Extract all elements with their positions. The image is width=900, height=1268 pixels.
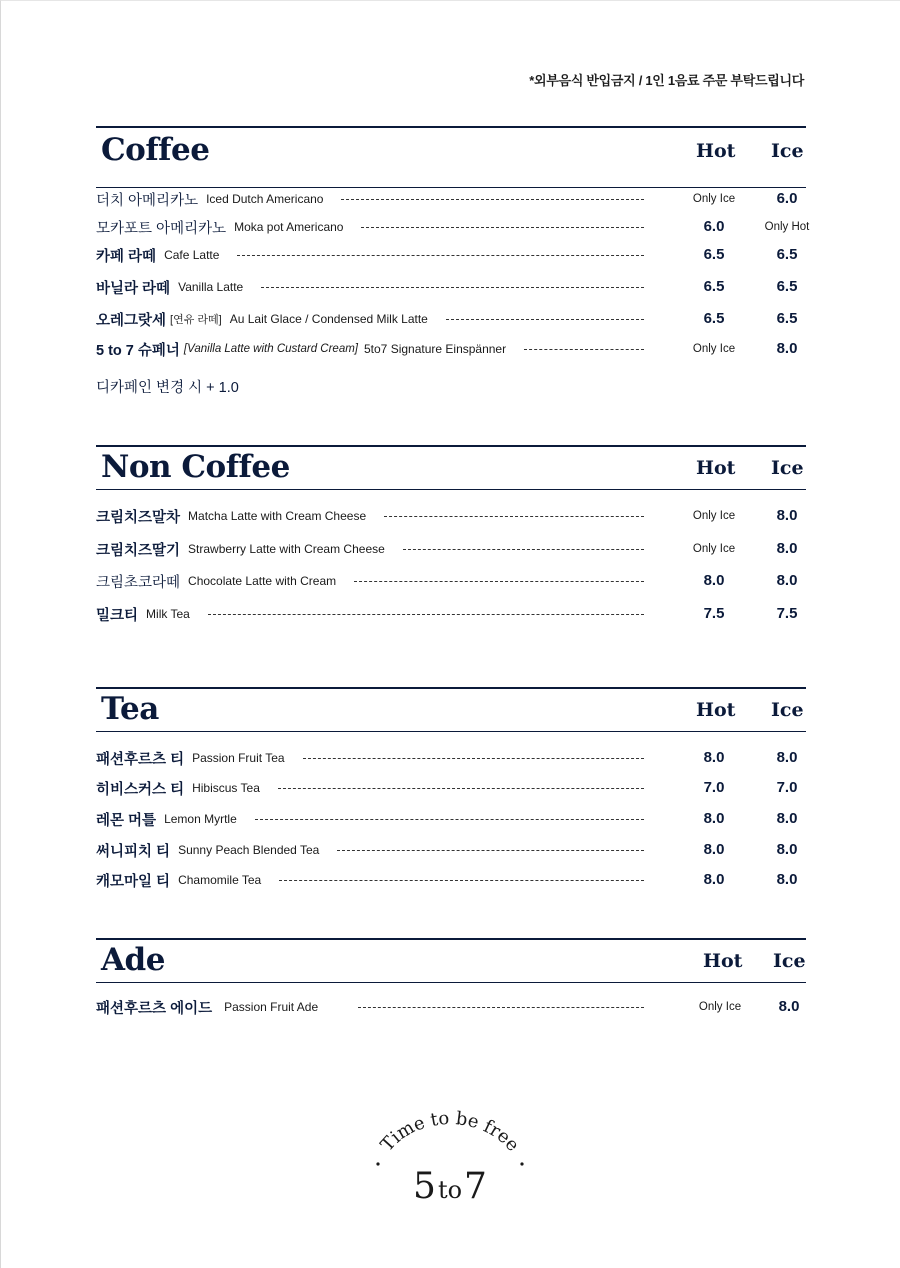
price-hot: 8.0 (703, 572, 725, 589)
leader-dots (278, 788, 644, 789)
price-ice: 6.5 (776, 246, 798, 263)
price-hot: 6.5 (703, 246, 725, 263)
menu-item (96, 338, 806, 360)
menu-item (96, 839, 806, 861)
section-title: Ade (101, 942, 165, 978)
brand-logo (360, 1100, 540, 1220)
price-ice: 8.0 (776, 540, 798, 557)
section-ade (96, 938, 806, 1038)
menu-item (96, 777, 806, 799)
item-name-en: 5to7 Signature Einspänner (364, 342, 507, 356)
price-hot: Only Ice (692, 543, 736, 555)
price-ice: Only Hot (764, 221, 810, 233)
leader-dots (237, 255, 644, 256)
price-hot: Only Ice (692, 193, 736, 205)
item-name-ko: 카페 라떼 (96, 248, 157, 265)
menu-item (96, 505, 806, 527)
price-hot: Only Ice (692, 510, 736, 522)
price-ice: 8.0 (776, 340, 798, 357)
price-ice: 8.0 (776, 871, 798, 888)
price-ice: 8.0 (776, 749, 798, 766)
menu-item (96, 538, 806, 560)
price-ice: 8.0 (778, 998, 800, 1015)
notice-text: *외부음식 반입금지 / 1인 1음료 주문 부탁드립니다 (529, 73, 804, 88)
leader-dots (255, 819, 644, 820)
column-ice-label: Ice (773, 950, 806, 972)
section-title: Non Coffee (101, 449, 290, 485)
leader-dots (208, 614, 644, 615)
leader-dots (341, 199, 644, 200)
item-name-ko: 크림치즈말차 (96, 509, 181, 526)
menu-item (96, 996, 806, 1018)
section-header (96, 445, 806, 490)
menu-item (96, 869, 806, 891)
price-hot: Only Ice (692, 343, 736, 355)
item-name-en: Passion Fruit Tea (192, 751, 285, 765)
menu-item (96, 570, 806, 592)
item-name-en: Cafe Latte (164, 248, 220, 262)
decaf-note: 디카페인 변경 시 + 1.0 (96, 380, 239, 396)
price-ice: 8.0 (776, 572, 798, 589)
item-name-en: Vanilla Latte (178, 280, 244, 294)
menu-item (96, 308, 806, 330)
price-ice: 7.5 (776, 605, 798, 622)
leader-dots (337, 850, 644, 851)
logo-dot-left (376, 1162, 379, 1165)
leader-dots (403, 549, 644, 550)
section-title: Coffee (101, 132, 210, 168)
item-name-en: Moka pot Americano (234, 220, 344, 234)
item-name-ko: 패션후르츠 티 (96, 751, 185, 768)
item-name-ko: 캐모마일 티 (96, 873, 171, 890)
section-tea (96, 687, 806, 897)
item-name-en: Iced Dutch Americano (206, 192, 324, 206)
menu-item (96, 216, 810, 238)
logo-brand: 5to7 (413, 1166, 487, 1207)
price-hot: 6.5 (703, 310, 725, 327)
menu-item (96, 808, 806, 830)
item-name-ko: 레몬 머틀 (96, 812, 157, 829)
leader-dots (303, 758, 644, 759)
item-name-ko: 밀크티 (96, 607, 139, 624)
leader-dots (358, 1007, 644, 1008)
column-ice-label: Ice (771, 457, 804, 479)
item-name-en: Milk Tea (146, 607, 190, 621)
column-hot-label: Hot (703, 950, 743, 972)
item-name-en: Au Lait Glace / Condensed Milk Latte (229, 312, 428, 326)
price-hot: 7.0 (703, 779, 725, 796)
price-hot: 8.0 (703, 810, 725, 827)
column-ice-label: Ice (771, 140, 804, 162)
item-name-en: Passion Fruit Ade (224, 1000, 319, 1014)
column-hot-label: Hot (696, 140, 736, 162)
item-name-ko: 크림초코라떼 (96, 574, 181, 591)
price-hot: 6.5 (703, 278, 725, 295)
price-ice: 7.0 (776, 779, 798, 796)
item-name-en: Lemon Myrtle (164, 812, 237, 826)
logo-tagline: Time to be free (376, 1107, 524, 1156)
item-name-ko: 크림치즈딸기 (96, 542, 181, 559)
item-name-ko: 더치 아메리카노 (96, 192, 199, 209)
item-name-en: Hibiscus Tea (192, 781, 260, 795)
leader-dots (261, 287, 644, 288)
price-hot: 8.0 (703, 841, 725, 858)
leader-dots (524, 349, 644, 350)
item-name-ko: 히비스커스 티 (96, 781, 185, 798)
item-name-ko: 5 to 7 슈페너 (96, 342, 180, 359)
section-non-coffee (96, 445, 806, 635)
item-name-ko: 모카포트 아메리카노 (96, 220, 227, 237)
column-hot-label: Hot (696, 457, 736, 479)
item-name-en: Chocolate Latte with Cream (188, 574, 337, 588)
item-name-en: Matcha Latte with Cream Cheese (188, 509, 367, 523)
price-hot: 8.0 (703, 871, 725, 888)
price-hot: 8.0 (703, 749, 725, 766)
logo-dot-right (520, 1162, 523, 1165)
price-ice: 6.0 (776, 190, 798, 207)
price-ice: 6.5 (776, 310, 798, 327)
column-ice-label: Ice (771, 699, 804, 721)
section-header (96, 938, 806, 983)
section-header (96, 126, 806, 188)
item-name-en: Chamomile Tea (178, 873, 262, 887)
column-hot-label: Hot (696, 699, 736, 721)
menu-item (96, 747, 806, 769)
leader-dots (279, 880, 644, 881)
menu-item (96, 244, 806, 266)
leader-dots (446, 319, 644, 320)
leader-dots (384, 516, 644, 517)
section-coffee (96, 126, 810, 406)
item-name-en: Strawberry Latte with Cream Cheese (188, 542, 385, 556)
item-name-ko: 패션후르츠 에이드 (96, 1000, 213, 1017)
price-hot: 6.0 (703, 218, 725, 235)
item-note-ko: [연유 라떼] (170, 314, 222, 326)
section-title: Tea (101, 691, 159, 727)
price-ice: 8.0 (776, 810, 798, 827)
price-ice: 8.0 (776, 841, 798, 858)
leader-dots (354, 581, 644, 582)
section-header (96, 687, 806, 732)
leader-dots (361, 227, 644, 228)
price-hot: 7.5 (703, 605, 725, 622)
menu-item (96, 276, 806, 298)
item-name-ko: 오레그랏세 (96, 312, 167, 329)
menu-item (96, 603, 806, 625)
item-note-italic: [Vanilla Latte with Custard Cream] (183, 343, 358, 355)
price-hot: Only Ice (698, 1001, 742, 1013)
price-ice: 6.5 (776, 278, 798, 295)
price-ice: 8.0 (776, 507, 798, 524)
item-name-en: Sunny Peach Blended Tea (178, 843, 320, 857)
item-name-ko: 바닐라 라떼 (96, 280, 171, 297)
brand-logo-svg (360, 1100, 540, 1220)
menu-item (96, 188, 806, 210)
item-name-ko: 써니피치 티 (96, 843, 171, 860)
